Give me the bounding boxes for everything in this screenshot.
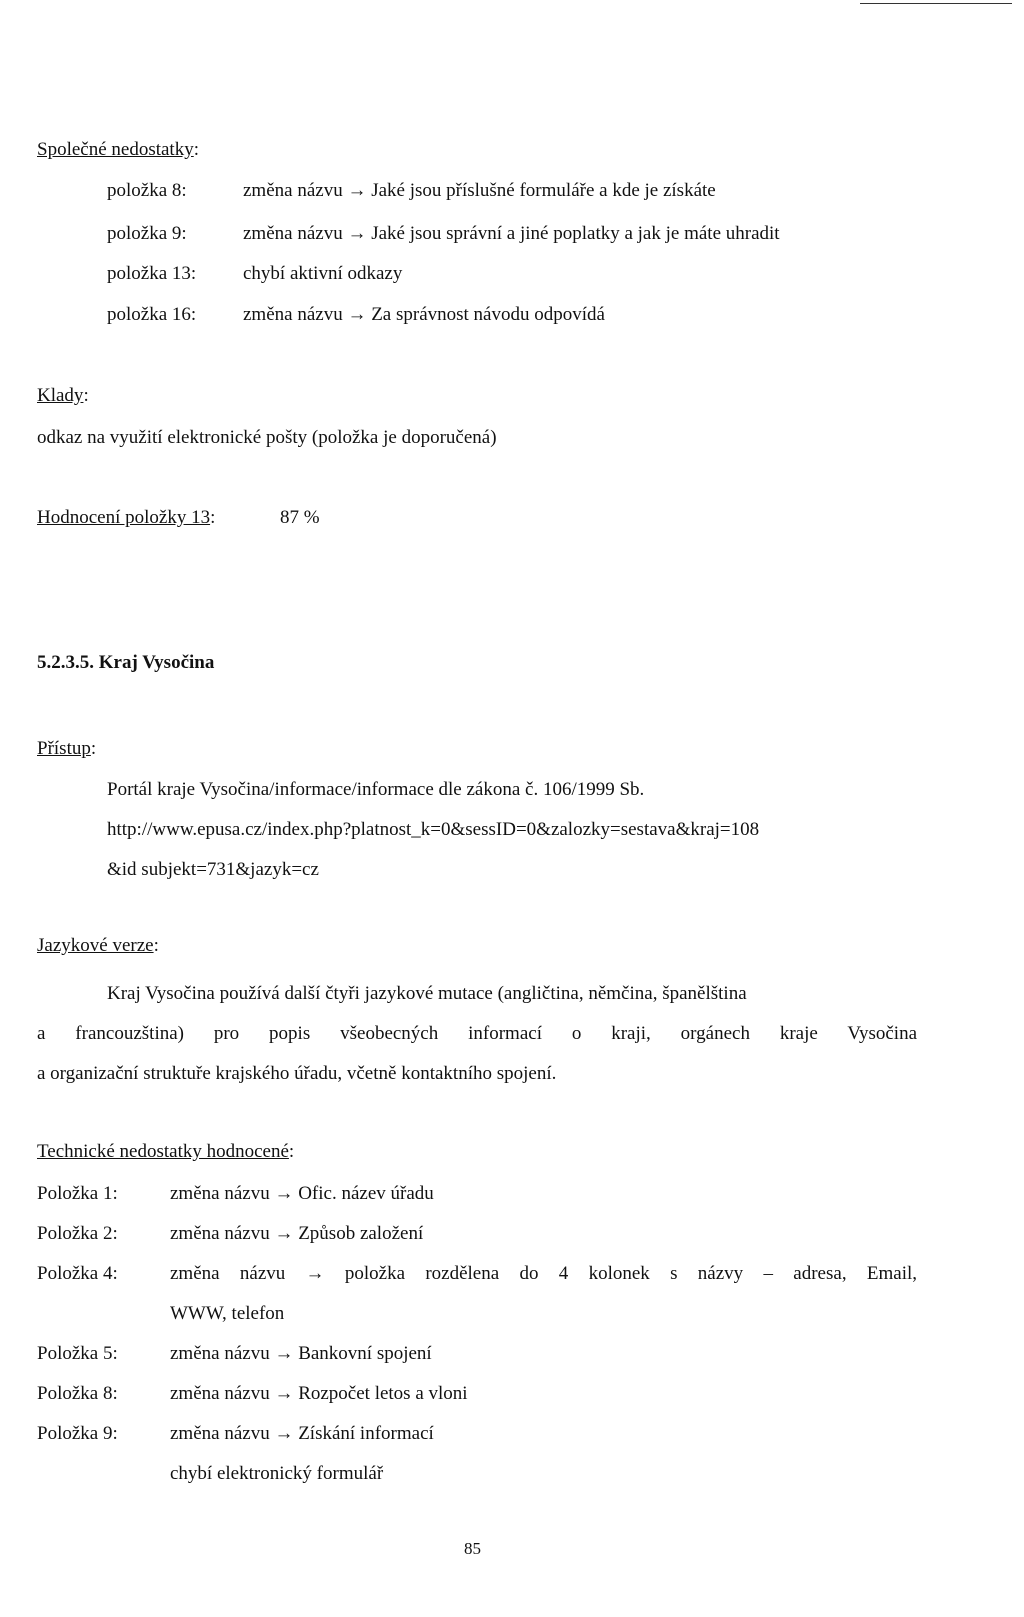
technicke-item-text-continued: WWW, telefon <box>170 1303 285 1324</box>
top-rule <box>860 3 1012 4</box>
technicke-item-text: změna názvu → Rozpočet letos a vloni <box>170 1383 468 1404</box>
technicke-item-label: Položka 4: <box>37 1263 118 1284</box>
spolecne-item-text: změna názvu → Jaké jsou příslušné formuláře a kde je získáte <box>243 180 716 201</box>
spolecne-item-text: chybí aktivní odkazy <box>243 263 403 284</box>
hodnoceni-value: 87 % <box>280 507 320 528</box>
technicke-item-text: změna názvu → Bankovní spojení <box>170 1343 432 1364</box>
hodnoceni-label: Hodnocení položky 13: <box>37 507 216 528</box>
technicke-item-text: změna názvu → Způsob založení <box>170 1223 424 1244</box>
pristup-url-line: &id subjekt=731&jazyk=cz <box>107 859 319 880</box>
klady-text: odkaz na využití elektronické pošty (položka je doporučená) <box>37 427 497 448</box>
technicke-item-text: změna názvu → položka rozdělena do 4 kolonek s názvy – adresa, Email, <box>170 1263 917 1284</box>
spolecne-item-label: položka 13: <box>107 263 197 284</box>
technicke-item-label: Položka 5: <box>37 1343 118 1364</box>
spolecne-item-text: změna názvu → Jaké jsou správní a jiné poplatky a jak je máte uhradit <box>243 223 780 244</box>
pristup-heading: Přístup: <box>37 738 97 759</box>
pristup-line: Portál kraje Vysočina/informace/informace dle zákona č. 106/1999 Sb. <box>107 779 645 800</box>
technicke-item-text: změna názvu → Získání informací <box>170 1423 434 1444</box>
technicke-heading: Technické nedostatky hodnocené: <box>37 1141 295 1162</box>
page-number: 85 <box>464 1539 481 1558</box>
technicke-item-label: Položka 8: <box>37 1383 118 1404</box>
section-heading <box>37 651 214 675</box>
technicke-item-text-continued: chybí elektronický formulář <box>170 1463 384 1484</box>
spolecne-item-label: položka 8: <box>107 180 187 201</box>
klady-heading: Klady: <box>37 385 89 406</box>
jazykove-line: a organizační struktuře krajského úřadu, včetně kontaktního spojení. <box>37 1063 557 1084</box>
spolecne-item-label: položka 16: <box>107 304 197 325</box>
section-number: 5.2.3.5. <box>37 652 94 673</box>
technicke-item-label: Položka 1: <box>37 1183 118 1204</box>
jazykove-line: Kraj Vysočina používá další čtyři jazykové mutace (angličtina, němčina, španělština <box>107 983 747 1004</box>
spolecne-item-label: položka 9: <box>107 223 187 244</box>
technicke-item-label: Položka 2: <box>37 1223 118 1244</box>
spolecne-heading: Společné nedostatky: <box>37 139 199 160</box>
spolecne-item-text: změna názvu → Za správnost návodu odpovídá <box>243 304 605 325</box>
technicke-item-text: změna názvu → Ofic. název úřadu <box>170 1183 434 1204</box>
jazykove-line: a francouzština) pro popis všeobecných informací o kraji, orgánech kraje Vysočina <box>37 1023 917 1044</box>
pristup-url-line: http://www.epusa.cz/index.php?platnost_k=0&sessID=0&zalozky=sestava&kraj=108 <box>107 819 760 840</box>
jazykove-heading: Jazykové verze: <box>37 935 159 956</box>
section-title: Kraj Vysočina <box>98 652 215 673</box>
technicke-item-label: Položka 9: <box>37 1423 118 1444</box>
